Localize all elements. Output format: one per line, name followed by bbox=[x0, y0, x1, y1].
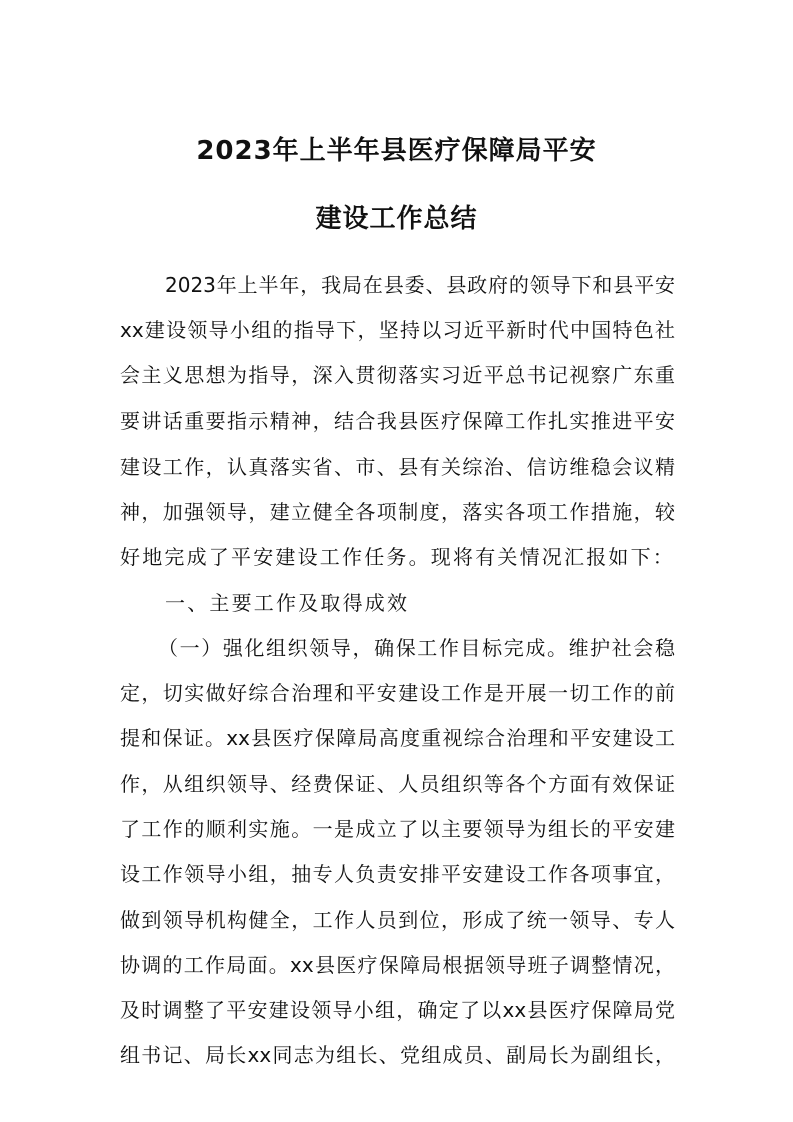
body-line: 2023年上半年，我局在县委、县政府的领导下和县平安 bbox=[165, 273, 675, 297]
body-line: xx建设领导小组的指导下，坚持以习近平新时代中国特色社 bbox=[120, 318, 675, 342]
body-line: 设工作领导小组，抽专人负责安排平安建设工作各项事宜， bbox=[120, 862, 675, 886]
subsection-line: （一）强化组织领导，确保工作目标完成。维护社会稳 bbox=[158, 636, 675, 660]
body-line: 及时调整了平安建设领导小组，确定了以xx县医疗保障局党 bbox=[120, 998, 675, 1022]
section-heading: 一、主要工作及取得成效 bbox=[165, 591, 410, 615]
document-title-line-2: 建设工作总结 bbox=[315, 204, 478, 234]
body-line: 会主义思想为指导，深入贯彻落实习近平总书记视察广东重 bbox=[120, 363, 675, 387]
body-line: 作，从组织领导、经费保证、人员组织等各个方面有效保证 bbox=[120, 772, 675, 796]
body-line: 要讲话重要指示精神，结合我县医疗保障工作扎实推进平安 bbox=[120, 409, 675, 433]
body-line: 提和保证。xx县医疗保障局高度重视综合治理和平安建设工 bbox=[120, 726, 675, 750]
document-title-line-1: 2023年上半年县医疗保障局平安 bbox=[196, 136, 597, 166]
body-line: 做到领导机构健全，工作人员到位，形成了统一领导、专人 bbox=[120, 908, 675, 932]
body-line: 了工作的顺利实施。一是成立了以主要领导为组长的平安建 bbox=[120, 817, 675, 841]
body-line: 协调的工作局面。xx县医疗保障局根据领导班子调整情况， bbox=[120, 953, 675, 977]
body-line: 好地完成了平安建设工作任务。现将有关情况汇报如下： bbox=[120, 545, 675, 569]
body-line: 神，加强领导，建立健全各项制度，落实各项工作措施，较 bbox=[120, 500, 675, 524]
body-line: 组书记、局长xx同志为组长、党组成员、副局长为副组长， bbox=[120, 1043, 675, 1067]
body-line: 定，切实做好综合治理和平安建设工作是开展一切工作的前 bbox=[120, 681, 675, 705]
body-line: 建设工作，认真落实省、市、县有关综治、信访维稳会议精 bbox=[120, 455, 675, 479]
